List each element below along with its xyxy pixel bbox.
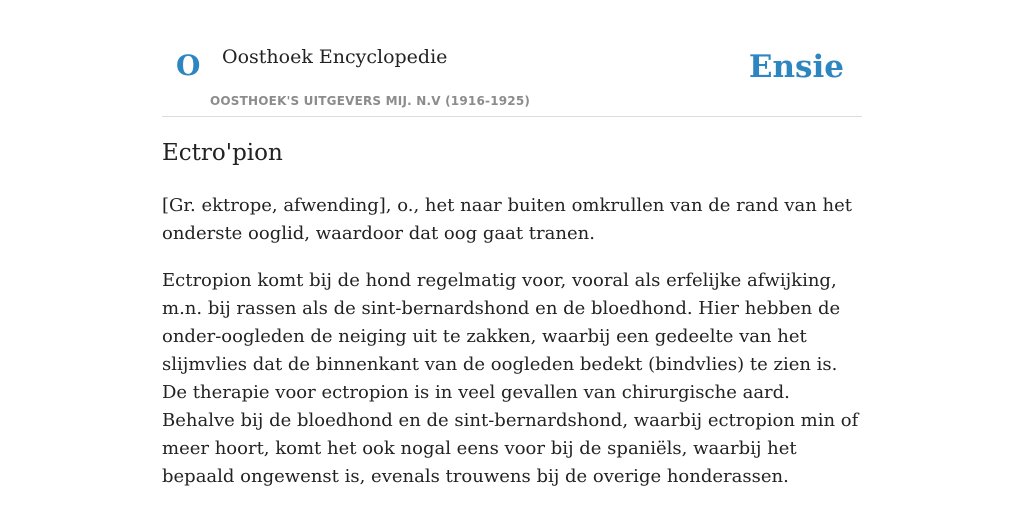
header (162, 0, 862, 117)
page-title: Ectro'pion (162, 140, 283, 166)
body-paragraph: Ectropion komt bij de hond regelmatig voor, vooral als erfelijke afwijking, m.n. bij rassen als de sint-bernardshond en de bloedhond. Hier hebben de onder-oogleden de neiging uit te zakken, waarbij een gedeelte van het slijmvlies dat de binnenkant van de oogleden bedekt (bindvlies) te zien is. De therapie voor ectropion is in veel gevallen van chirurgische aard. Behalve bij de bloedhond en de sint-bernardshond, waarbij ectropion min of meer hoort, komt het ook nogal eens voor bij de spaniëls, waarbij het bepaald ongewenst is, evenals trouwens bij de overige honderassen. (162, 270, 859, 487)
source-title[interactable]: Oosthoek Encyclopedie (222, 46, 448, 68)
ensie-logo-link[interactable]: Ensie (748, 49, 844, 85)
source-letter-logo: O (176, 49, 201, 82)
publisher-label: OOSTHOEK'S UITGEVERS MIJ. N.V (1916-1925) (210, 94, 531, 108)
definition-paragraph: [Gr. ektrope, afwending], o., het naar buiten omkrullen van de rand van het onderste ooglid, waardoor dat oog gaat tranen. (162, 195, 853, 244)
article-body (162, 192, 867, 510)
